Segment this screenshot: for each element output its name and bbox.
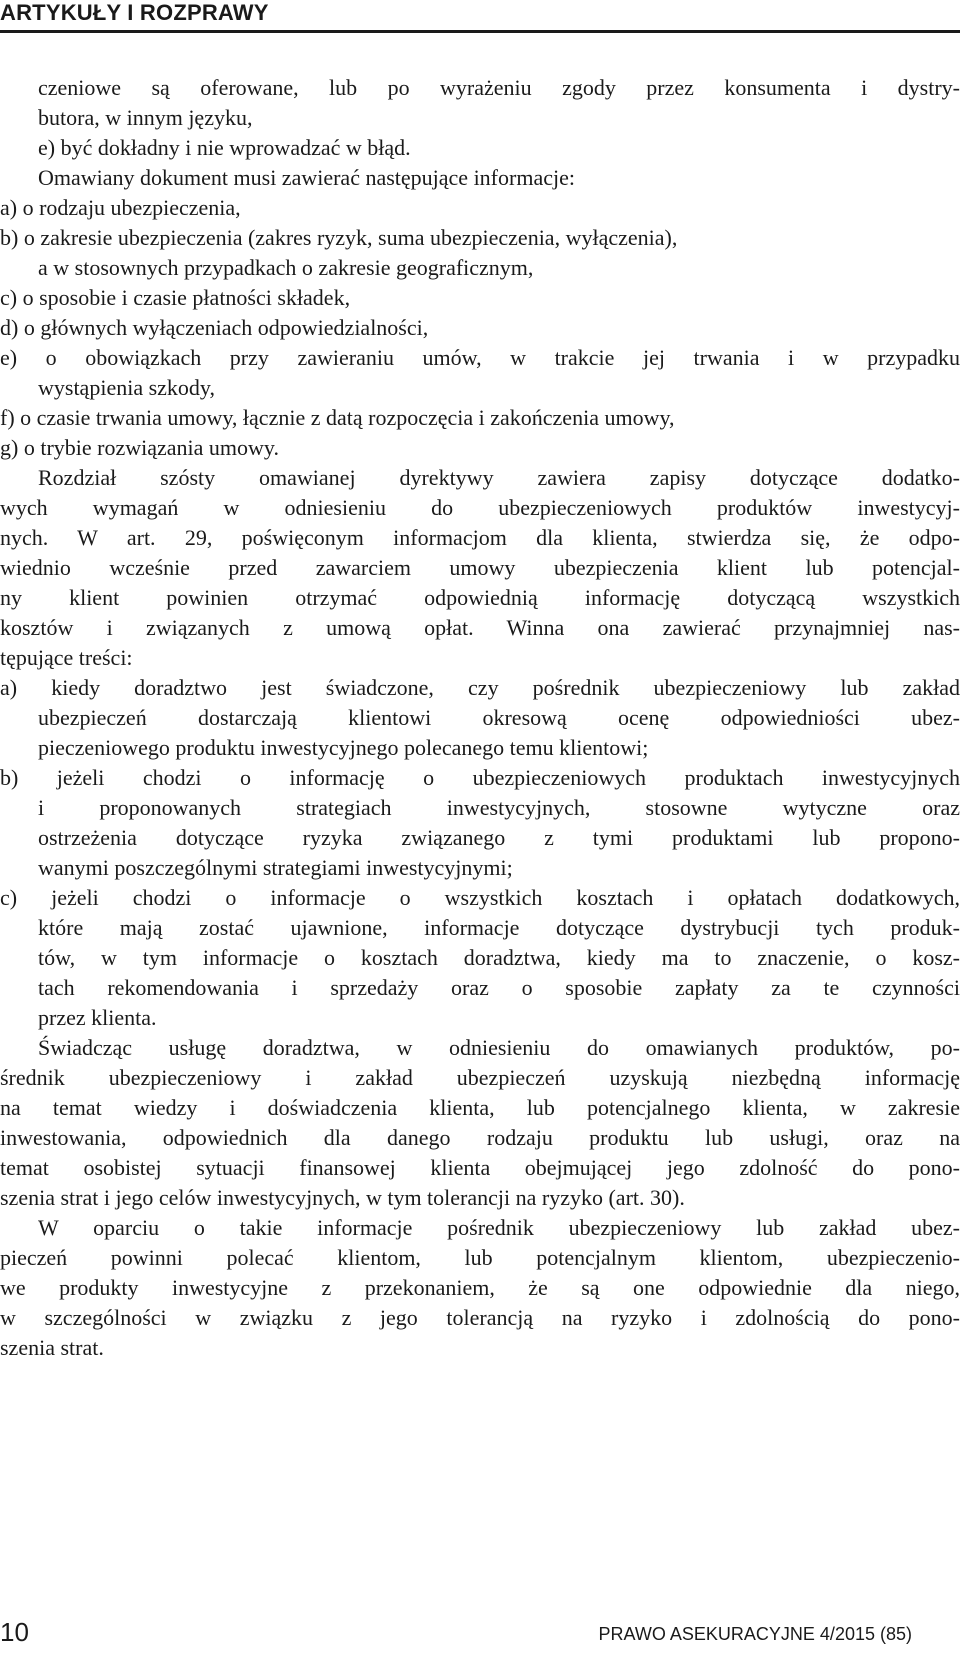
text-line: ny klient powinien otrzymać odpowiednią informację dotyczącą wszystkich: [0, 585, 960, 610]
list-item-continuation: wystąpienia szkody,: [38, 375, 215, 400]
text-line: butora, w innym języku,: [38, 105, 253, 130]
list-item-continuation: ostrzeżenia dotyczące ryzyka związanego z tymi produktami lub propono-: [38, 825, 960, 850]
text-line: średnik ubezpieczeniowy i zakład ubezpieczeń uzyskują niezbędną informację: [0, 1065, 960, 1090]
text-line: szenia strat.: [0, 1335, 104, 1360]
text-line: szenia strat i jego celów inwestycyjnych, w tym tolerancji na ryzyko (art. 30).: [0, 1185, 685, 1210]
list-item-continuation: tach rekomendowania i sprzedaży oraz o sposobie zapłaty za te czynności: [38, 975, 960, 1000]
text-line: nych. W art. 29, poświęconym informacjom dla klienta, stwierdza się, że odpo-: [0, 525, 960, 550]
text-line: wych wymagań w odniesieniu do ubezpieczeniowych produktów inwestycyj-: [0, 495, 960, 520]
list-item-continuation: tów, w tym informacje o kosztach doradztwa, kiedy ma to znaczenie, o kosz-: [38, 945, 960, 970]
text-line: tępujące treści:: [0, 645, 133, 670]
text-line: wiednio wcześnie przed zawarciem umowy ubezpieczenia klient lub potencjal-: [0, 555, 960, 580]
list-item: b) jeżeli chodzi o informację o ubezpieczeniowych produktach inwestycyjnych: [0, 765, 960, 790]
text-line: pieczeń powinni polecać klientom, lub potencjalnym klientom, ubezpieczenio-: [0, 1245, 960, 1270]
text-line: we produkty inwestycyjne z przekonaniem, że są one odpowiednie dla niego,: [0, 1275, 960, 1300]
list-item-continuation: pieczeniowego produktu inwestycyjnego polecanego temu klientowi;: [38, 735, 649, 760]
text-line: na temat wiedzy i doświadczenia klienta, lub potencjalnego klienta, w zakresie: [0, 1095, 960, 1120]
list-item-continuation: które mają zostać ujawnione, informacje dotyczące dystrybucji tych produk-: [38, 915, 960, 940]
paragraph-start: Rozdział szósty omawianej dyrektywy zawiera zapisy dotyczące dodatko-: [38, 465, 960, 490]
text-line: inwestowania, odpowiednich dla danego rodzaju produktu lub usługi, oraz na: [0, 1125, 960, 1150]
list-item-continuation: a w stosownych przypadkach o zakresie geograficznym,: [38, 255, 534, 280]
text-line: temat osobistej sytuacji finansowej klienta obejmującej jego zdolność do pono-: [0, 1155, 960, 1180]
section-header: ARTYKUŁY I ROZPRAWY: [0, 0, 269, 25]
header-rule: [0, 30, 960, 33]
text-line: w szczególności w związku z jego tolerancją na ryzyko i zdolnością do pono-: [0, 1305, 960, 1330]
list-item: d) o głównych wyłączeniach odpowiedzialności,: [0, 315, 429, 340]
list-item: a) o rodzaju ubezpieczenia,: [0, 195, 241, 220]
list-item: c) jeżeli chodzi o informacje o wszystkich kosztach i opłatach dodatkowych,: [0, 885, 960, 910]
text-line: czeniowe są oferowane, lub po wyrażeniu zgody przez konsumenta i dystry-: [38, 75, 960, 100]
list-item: b) o zakresie ubezpieczenia (zakres ryzyk, suma ubezpieczenia, wyłączenia),: [0, 225, 678, 250]
journal-citation: PRAWO ASEKURACYJNE 4/2015 (85): [598, 1624, 912, 1644]
list-item-continuation: ubezpieczeń dostarczają klientowi okresową ocenę odpowiedniości ubez-: [38, 705, 960, 730]
paragraph-start: Świadcząc usługę doradztwa, w odniesieniu do omawianych produktów, po-: [38, 1035, 960, 1060]
paragraph-start: Omawiany dokument musi zawierać następujące informacje:: [38, 165, 575, 190]
text-line: kosztów i związanych z umową opłat. Winna ona zawierać przynajmniej nas-: [0, 615, 960, 640]
paragraph-start: W oparciu o takie informacje pośrednik ubezpieczeniowy lub zakład ubez-: [38, 1215, 960, 1240]
list-item-continuation: i proponowanych strategiach inwestycyjnych, stosowne wytyczne oraz: [38, 795, 960, 820]
list-item-continuation: wanymi poszczególnymi strategiami inwestycyjnymi;: [38, 855, 513, 880]
list-item: f) o czasie trwania umowy, łącznie z datą rozpoczęcia i zakończenia umowy,: [0, 405, 675, 430]
list-item: g) o trybie rozwiązania umowy.: [0, 435, 279, 460]
list-item: c) o sposobie i czasie płatności składek,: [0, 285, 351, 310]
list-item: e) być dokładny i nie wprowadzać w błąd.: [38, 135, 411, 160]
list-item: a) kiedy doradztwo jest świadczone, czy pośrednik ubezpieczeniowy lub zakład: [0, 675, 960, 700]
list-item-continuation: przez klienta.: [38, 1005, 157, 1030]
page-number: 10: [0, 1617, 29, 1647]
article-body: [0, 73, 960, 1363]
list-item: e) o obowiązkach przy zawieraniu umów, w trakcie jej trwania i w przypadku: [0, 345, 960, 370]
